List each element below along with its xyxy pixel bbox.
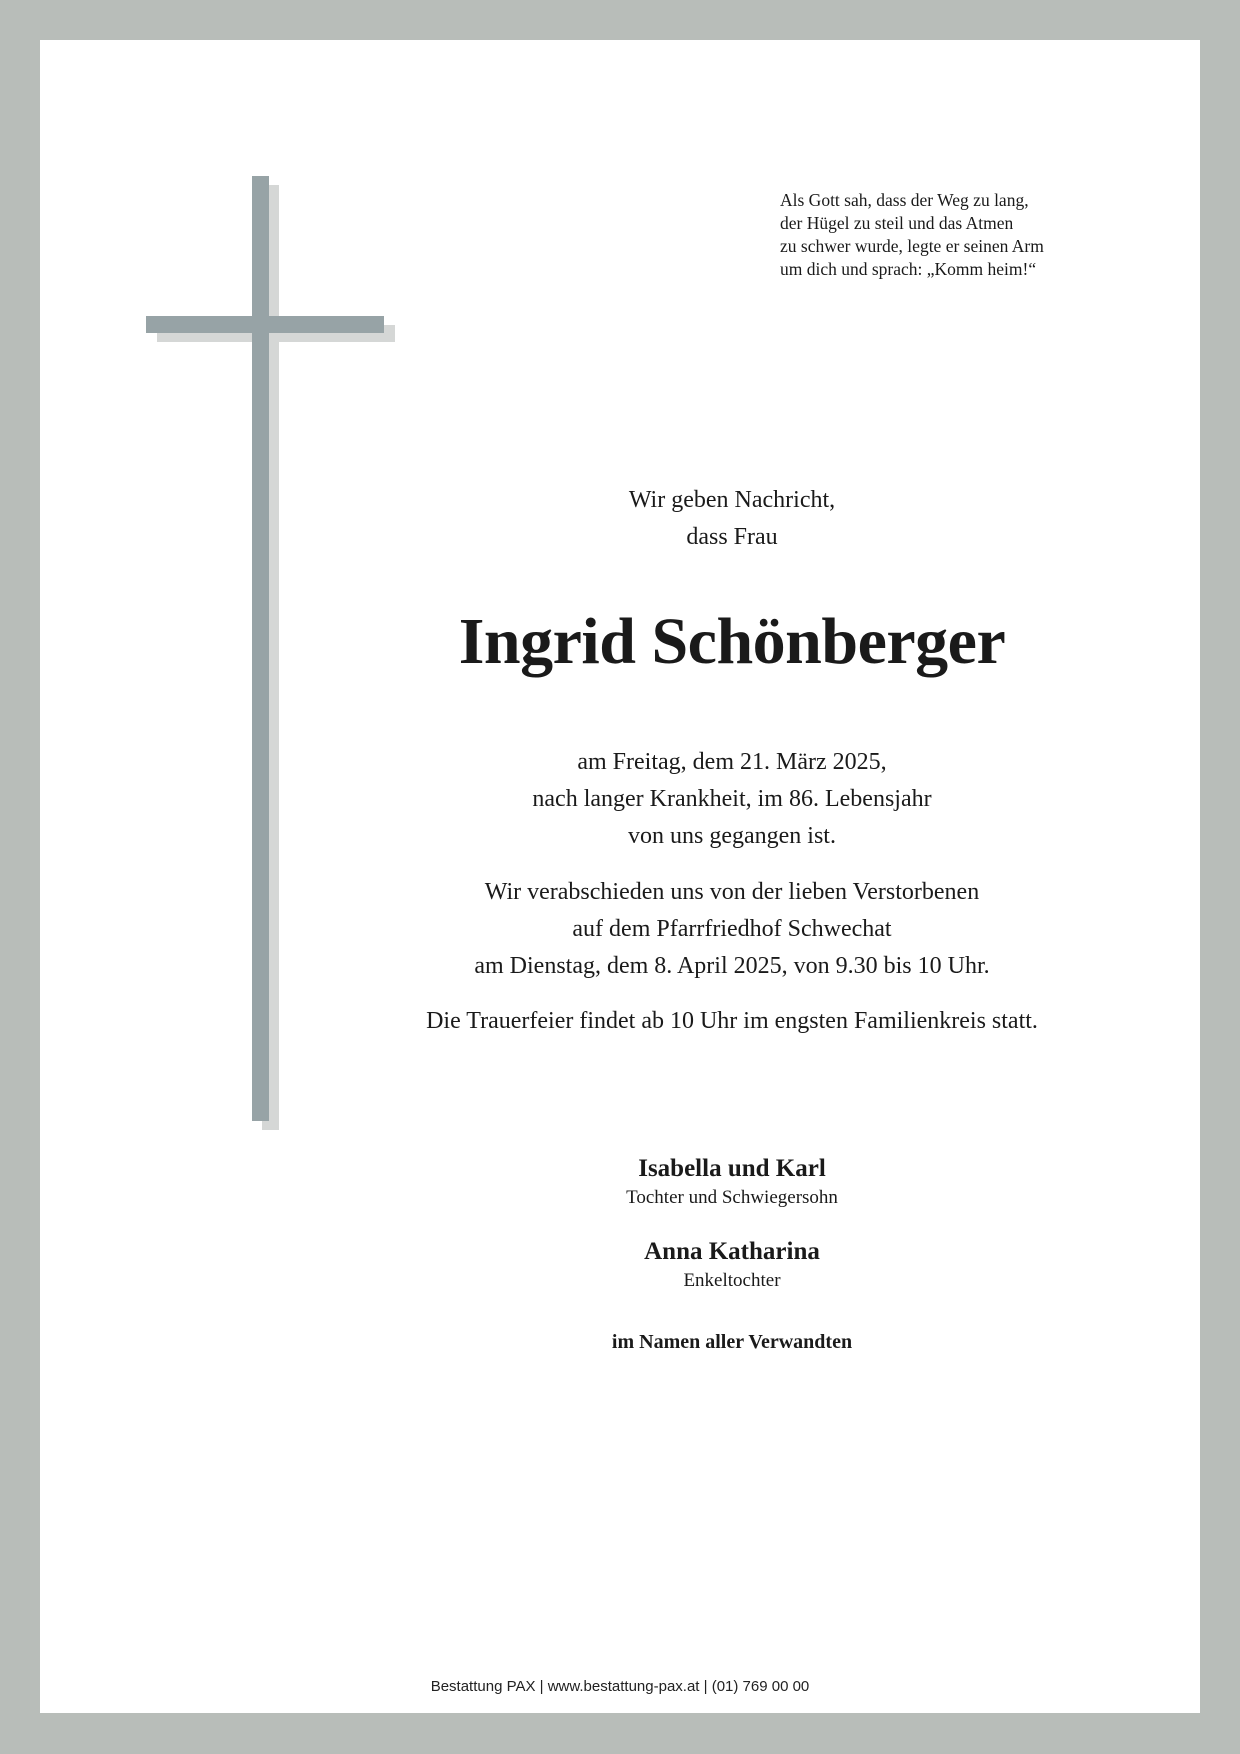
cross-beam-horizontal [146,316,384,333]
death-line: von uns gegangen ist. [628,823,836,849]
mourner-name: Isabella und Karl [638,1155,826,1182]
mourner [352,1153,1112,1211]
intro-text [352,482,1112,556]
mourner [352,1236,1112,1294]
intro-line: Wir geben Nachricht, [628,487,836,513]
ceremony-notice: Die Trauerfeier findet ab 10 Uhr im engsten Familienkreis statt. [426,1008,1038,1034]
quote-line: zu schwer wurde, legte er seinen Arm [780,236,1044,256]
farewell-notice [352,874,1112,985]
mourner-role: Enkeltochter [683,1270,781,1291]
intro-line: dass Frau [686,524,778,550]
quote-line: Als Gott sah, dass der Weg zu lang, [780,190,1029,210]
deceased-name: Ingrid Schönberger [458,605,1006,678]
quote-block [780,189,1120,281]
mourner-name: Anna Katharina [644,1238,820,1265]
quote-line: der Hügel zu steil und das Atmen [780,213,1014,233]
death-notice [352,744,1112,855]
footer-contact: Bestattung PAX | www.bestattung-pax.at | (01) 769 00 00 [430,1678,810,1695]
farewell-line: am Dienstag, dem 8. April 2025, von 9.30 bis 10 Uhr. [474,953,990,979]
death-line: nach langer Krankheit, im 86. Lebensjahr [532,786,932,812]
mourner-role: Tochter und Schwiegersohn [626,1187,838,1208]
death-line: am Freitag, dem 21. März 2025, [577,749,887,775]
farewell-line: Wir verabschieden uns von der lieben Verstorbenen [484,879,980,905]
quote-line: um dich und sprach: „Komm heim!“ [780,259,1037,279]
farewell-line: auf dem Pfarrfriedhof Schwechat [572,916,892,942]
relatives-line: im Namen aller Verwandten [611,1331,853,1353]
